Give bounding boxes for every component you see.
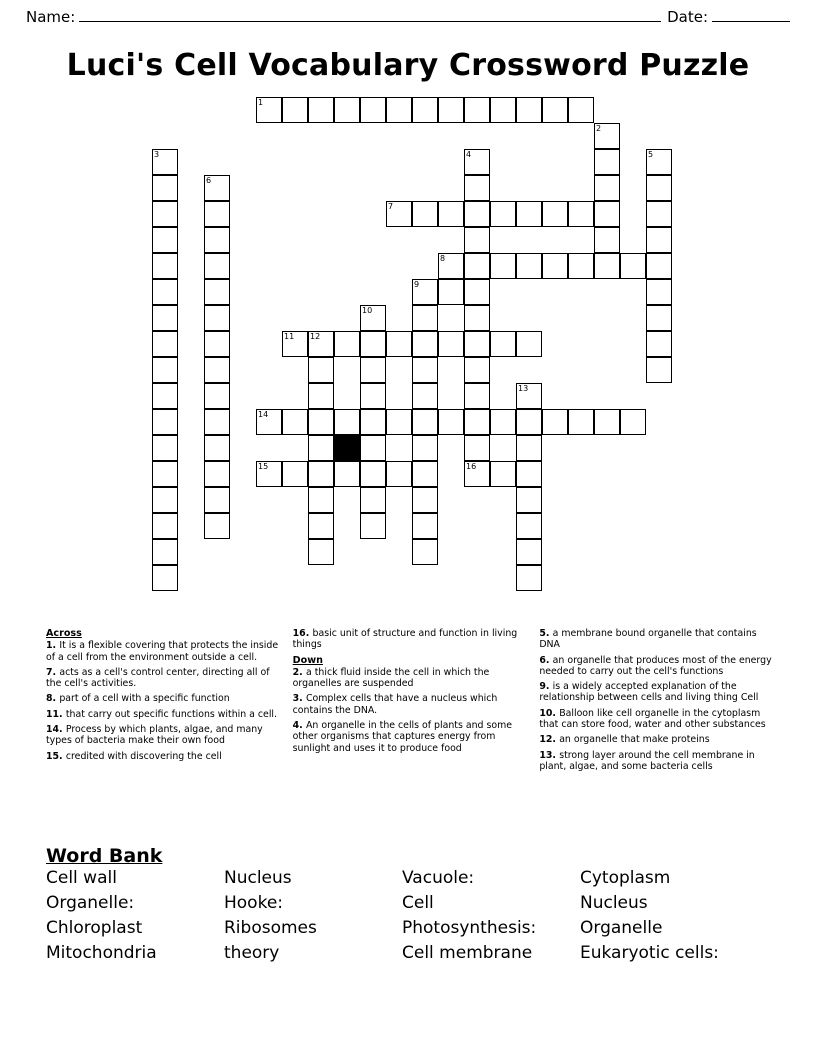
grid-cell-number: 8 bbox=[440, 254, 446, 263]
grid-cell[interactable] bbox=[204, 435, 230, 461]
down-clue bbox=[293, 693, 526, 716]
grid-cell[interactable] bbox=[594, 409, 620, 435]
word-bank-item: theory bbox=[224, 943, 280, 963]
grid-cell[interactable] bbox=[542, 201, 568, 227]
word-bank-item: Organelle: bbox=[46, 893, 135, 913]
grid-cell[interactable] bbox=[256, 409, 282, 435]
across-heading: Across bbox=[46, 628, 82, 639]
grid-cell-number: 2 bbox=[596, 124, 602, 133]
clue-number: 1. bbox=[46, 640, 60, 652]
grid-cell-number: 4 bbox=[466, 150, 472, 159]
word-bank-item: Cell bbox=[402, 893, 434, 913]
grid-cell[interactable] bbox=[360, 383, 386, 409]
grid-cell[interactable] bbox=[334, 331, 360, 357]
grid-cell[interactable] bbox=[152, 175, 178, 201]
grid-cell[interactable] bbox=[646, 175, 672, 201]
grid-cell[interactable] bbox=[438, 331, 464, 357]
across-clue bbox=[46, 640, 279, 663]
grid-cell[interactable] bbox=[204, 253, 230, 279]
grid-cell[interactable] bbox=[516, 253, 542, 279]
grid-cell[interactable] bbox=[308, 357, 334, 383]
grid-cell-number: 3 bbox=[154, 150, 160, 159]
grid-cell[interactable] bbox=[152, 461, 178, 487]
clue-number: 3. bbox=[292, 693, 307, 705]
grid-cell[interactable] bbox=[646, 331, 672, 357]
grid-cell[interactable] bbox=[594, 201, 620, 227]
grid-cell[interactable] bbox=[412, 487, 438, 513]
grid-cell[interactable] bbox=[152, 435, 178, 461]
grid-cell[interactable] bbox=[204, 461, 230, 487]
grid-cell-number: 5 bbox=[648, 150, 654, 159]
grid-cell[interactable] bbox=[542, 97, 568, 123]
grid-cell-number: 7 bbox=[388, 202, 394, 211]
word-bank-item: Nucleus bbox=[580, 893, 648, 913]
grid-cell[interactable] bbox=[412, 383, 438, 409]
grid-cell[interactable] bbox=[464, 279, 490, 305]
word-bank-item: Cytoplasm bbox=[580, 868, 671, 888]
word-bank-item: Photosynthesis: bbox=[402, 918, 537, 938]
grid-cell[interactable] bbox=[152, 513, 178, 539]
word-bank-list bbox=[46, 868, 772, 963]
grid-cell[interactable] bbox=[490, 253, 516, 279]
clue-number: 13. bbox=[539, 749, 560, 761]
grid-cell[interactable] bbox=[412, 305, 438, 331]
grid-cell[interactable] bbox=[646, 357, 672, 383]
down-clue bbox=[293, 720, 526, 754]
grid-cell[interactable] bbox=[204, 487, 230, 513]
grid-cell[interactable] bbox=[282, 97, 308, 123]
grid-cell[interactable] bbox=[516, 201, 542, 227]
grid-cell-number: 11 bbox=[284, 332, 295, 341]
clue-text: part of a cell with a specific function bbox=[59, 693, 230, 705]
grid-cell[interactable] bbox=[152, 201, 178, 227]
grid-cell[interactable] bbox=[464, 305, 490, 331]
across-clue bbox=[46, 724, 279, 747]
name-date-row bbox=[0, 0, 816, 26]
grid-cell-number: 10 bbox=[362, 306, 373, 315]
grid-cell[interactable] bbox=[360, 461, 386, 487]
grid-cell-number: 14 bbox=[258, 410, 269, 419]
clue-number: 6. bbox=[539, 654, 553, 666]
grid-cell[interactable] bbox=[360, 305, 386, 331]
grid-cell[interactable] bbox=[464, 331, 490, 357]
clue-number: 11. bbox=[46, 708, 66, 720]
grid-cell[interactable] bbox=[360, 409, 386, 435]
grid-cell[interactable] bbox=[360, 435, 386, 461]
grid-cell[interactable] bbox=[438, 97, 464, 123]
word-bank-item: Eukaryotic cells: bbox=[580, 943, 719, 963]
grid-cell[interactable] bbox=[360, 331, 386, 357]
grid-cell[interactable] bbox=[204, 357, 230, 383]
word-bank-item: Cell wall bbox=[46, 868, 117, 888]
grid-cell[interactable] bbox=[412, 539, 438, 565]
grid-cell[interactable] bbox=[308, 383, 334, 409]
clue-text: a thick fluid inside the cell in which the organelles are suspended bbox=[292, 666, 490, 690]
grid-cell[interactable] bbox=[594, 175, 620, 201]
grid-cell[interactable] bbox=[594, 149, 620, 175]
down-clue bbox=[539, 734, 772, 745]
grid-cell[interactable] bbox=[152, 383, 178, 409]
grid-cell[interactable] bbox=[620, 253, 646, 279]
grid-cell[interactable] bbox=[516, 513, 542, 539]
word-bank-item: Organelle bbox=[580, 918, 663, 938]
grid-cell[interactable] bbox=[464, 175, 490, 201]
grid-cell[interactable] bbox=[516, 461, 542, 487]
grid-cell[interactable] bbox=[594, 253, 620, 279]
grid-cell[interactable] bbox=[386, 409, 412, 435]
grid-cell[interactable] bbox=[152, 539, 178, 565]
grid-cell[interactable] bbox=[594, 227, 620, 253]
grid-cell[interactable] bbox=[152, 279, 178, 305]
grid-cell[interactable] bbox=[308, 409, 334, 435]
grid-cell[interactable] bbox=[256, 461, 282, 487]
down-clue bbox=[539, 708, 772, 731]
grid-cell[interactable] bbox=[256, 97, 282, 123]
grid-cell-number: 9 bbox=[414, 280, 420, 289]
crossword-grid[interactable] bbox=[0, 97, 816, 597]
grid-cell[interactable] bbox=[490, 461, 516, 487]
word-bank-item: Nucleus bbox=[224, 868, 292, 888]
grid-cell[interactable] bbox=[334, 97, 360, 123]
grid-cell-number: 12 bbox=[310, 332, 321, 341]
clue-text: an organelle that produces most of the energy needed to carry out the cell's functions bbox=[539, 654, 772, 677]
grid-cell[interactable] bbox=[308, 539, 334, 565]
clue-text: Balloon like cell organelle in the cytoplasm that can store food, water and other substances bbox=[539, 707, 766, 731]
clue-text: an organelle that make proteins bbox=[559, 734, 710, 746]
grid-cell[interactable] bbox=[308, 435, 334, 461]
grid-cell[interactable] bbox=[516, 435, 542, 461]
grid-cell[interactable] bbox=[646, 305, 672, 331]
grid-cell[interactable] bbox=[490, 201, 516, 227]
grid-cell[interactable] bbox=[204, 201, 230, 227]
grid-cell-number: 16 bbox=[466, 462, 477, 471]
clue-text: a membrane bound organelle that contains DNA bbox=[539, 628, 757, 651]
grid-cell[interactable] bbox=[412, 435, 438, 461]
grid-cell[interactable] bbox=[516, 409, 542, 435]
grid-cell[interactable] bbox=[360, 97, 386, 123]
grid-cell[interactable] bbox=[464, 201, 490, 227]
page-title: Luci's Cell Vocabulary Crossword Puzzle bbox=[66, 48, 750, 83]
grid-cell[interactable] bbox=[594, 123, 620, 149]
crossword-grid-container bbox=[0, 97, 816, 597]
grid-cell[interactable] bbox=[516, 97, 542, 123]
down-heading: Down bbox=[292, 654, 323, 666]
grid-cell[interactable] bbox=[568, 201, 594, 227]
clue-text: It is a flexible covering that protects the inside of a cell from the environment outside a cell. bbox=[46, 640, 279, 663]
grid-cell[interactable] bbox=[412, 279, 438, 305]
word-bank-item: Mitochondria bbox=[46, 943, 157, 963]
grid-cell[interactable] bbox=[490, 331, 516, 357]
clue-number: 4. bbox=[292, 720, 307, 732]
grid-cell[interactable] bbox=[204, 409, 230, 435]
word-bank-item: Hooke: bbox=[224, 893, 284, 913]
grid-cell[interactable] bbox=[152, 227, 178, 253]
word-bank-item: Vacuole: bbox=[402, 868, 475, 888]
grid-cell[interactable] bbox=[464, 357, 490, 383]
clue-text: Process by which plants, algae, and many types of bacteria make their own food bbox=[46, 724, 263, 747]
grid-cell[interactable] bbox=[152, 253, 178, 279]
grid-cell[interactable] bbox=[152, 487, 178, 513]
clue-text: An organelle in the cells of plants and some other organisms that captures energy from sunlight and uses it to produce food bbox=[292, 720, 512, 754]
clue-text: is a widely accepted explanation of the relationship between cells and living thing Cell bbox=[539, 681, 759, 704]
clue-text: credited with discovering the cell bbox=[65, 750, 222, 762]
word-bank-item: Chloroplast bbox=[46, 918, 143, 938]
grid-cell[interactable] bbox=[308, 97, 334, 123]
grid-cell[interactable] bbox=[308, 461, 334, 487]
grid-cell[interactable] bbox=[646, 149, 672, 175]
grid-cell[interactable] bbox=[516, 383, 542, 409]
grid-cell[interactable] bbox=[308, 487, 334, 513]
grid-cell[interactable] bbox=[568, 253, 594, 279]
grid-cell[interactable] bbox=[204, 383, 230, 409]
grid-cell[interactable] bbox=[204, 279, 230, 305]
down-clue bbox=[539, 655, 772, 678]
grid-cell[interactable] bbox=[568, 409, 594, 435]
grid-cell[interactable] bbox=[204, 305, 230, 331]
grid-cell[interactable] bbox=[412, 513, 438, 539]
word-bank-title: Word Bank bbox=[46, 845, 163, 867]
clue-number: 10. bbox=[539, 707, 560, 719]
clue-text: acts as a cell's control center, directing all of the cell's activities. bbox=[46, 666, 270, 690]
grid-cell[interactable] bbox=[516, 331, 542, 357]
grid-cell[interactable] bbox=[308, 513, 334, 539]
across-clue bbox=[46, 751, 279, 762]
grid-cell[interactable] bbox=[152, 409, 178, 435]
clue-number: 14. bbox=[46, 724, 66, 736]
grid-cell[interactable] bbox=[516, 539, 542, 565]
clue-text: that carry out specific functions within a cell. bbox=[65, 708, 278, 720]
grid-cell[interactable] bbox=[412, 409, 438, 435]
grid-cell[interactable] bbox=[334, 461, 360, 487]
grid-cell[interactable] bbox=[646, 279, 672, 305]
grid-cell[interactable] bbox=[152, 305, 178, 331]
grid-cell[interactable] bbox=[282, 331, 308, 357]
grid-cell[interactable] bbox=[542, 253, 568, 279]
grid-cell[interactable] bbox=[360, 357, 386, 383]
grid-cell[interactable] bbox=[412, 357, 438, 383]
grid-cell[interactable] bbox=[490, 409, 516, 435]
grid-cell[interactable] bbox=[516, 487, 542, 513]
date-label: Date: bbox=[667, 8, 708, 26]
clues-section bbox=[46, 628, 772, 772]
grid-cell-number: 15 bbox=[258, 462, 269, 471]
clue-number: 15. bbox=[46, 750, 66, 762]
grid-cell[interactable] bbox=[464, 149, 490, 175]
grid-cell[interactable] bbox=[412, 201, 438, 227]
clue-text: strong layer around the cell membrane in plant, algae, and some bacteria cells bbox=[539, 749, 755, 772]
down-clue bbox=[539, 628, 772, 651]
grid-cell[interactable] bbox=[464, 435, 490, 461]
down-clue bbox=[293, 667, 526, 690]
grid-cell[interactable] bbox=[490, 97, 516, 123]
date-input-line[interactable] bbox=[712, 9, 790, 22]
grid-cell[interactable] bbox=[386, 201, 412, 227]
grid-cell[interactable] bbox=[386, 97, 412, 123]
across-clue bbox=[293, 628, 526, 651]
name-label: Name: bbox=[26, 8, 76, 26]
grid-cell[interactable] bbox=[620, 409, 646, 435]
grid-cell[interactable] bbox=[282, 461, 308, 487]
name-input-line[interactable] bbox=[79, 9, 661, 22]
down-clue bbox=[539, 750, 772, 773]
clue-number: 9. bbox=[539, 681, 553, 693]
grid-cell-blocked bbox=[334, 435, 360, 461]
across-clue bbox=[46, 667, 279, 690]
grid-cell[interactable] bbox=[438, 201, 464, 227]
grid-cell[interactable] bbox=[464, 253, 490, 279]
clue-number: 16. bbox=[292, 628, 313, 639]
clue-number: 7. bbox=[46, 666, 60, 678]
grid-cell[interactable] bbox=[204, 227, 230, 253]
grid-cell[interactable] bbox=[334, 409, 360, 435]
grid-cell[interactable] bbox=[204, 513, 230, 539]
grid-cell[interactable] bbox=[464, 227, 490, 253]
across-clue bbox=[46, 693, 279, 704]
grid-cell[interactable] bbox=[464, 409, 490, 435]
grid-cell[interactable] bbox=[438, 279, 464, 305]
grid-cell[interactable] bbox=[152, 357, 178, 383]
grid-cell[interactable] bbox=[412, 97, 438, 123]
clue-number: 2. bbox=[292, 666, 307, 678]
grid-cell[interactable] bbox=[464, 97, 490, 123]
clue-text: Complex cells that have a nucleus which contains the DNA. bbox=[292, 693, 498, 716]
down-clue bbox=[539, 681, 772, 704]
grid-cell[interactable] bbox=[308, 331, 334, 357]
grid-cell[interactable] bbox=[152, 149, 178, 175]
grid-cell[interactable] bbox=[386, 461, 412, 487]
grid-cell-number: 1 bbox=[258, 98, 264, 107]
word-bank-item: Cell membrane bbox=[402, 943, 533, 963]
grid-cell[interactable] bbox=[386, 331, 412, 357]
grid-cell[interactable] bbox=[516, 565, 542, 591]
grid-cell-number: 6 bbox=[206, 176, 212, 185]
grid-cell[interactable] bbox=[646, 253, 672, 279]
grid-cell[interactable] bbox=[360, 513, 386, 539]
grid-cell[interactable] bbox=[412, 461, 438, 487]
grid-cell[interactable] bbox=[542, 409, 568, 435]
grid-cell[interactable] bbox=[568, 97, 594, 123]
grid-cell[interactable] bbox=[204, 331, 230, 357]
grid-cell[interactable] bbox=[646, 201, 672, 227]
grid-cell[interactable] bbox=[646, 227, 672, 253]
clue-number: 8. bbox=[46, 693, 60, 705]
clue-text: basic unit of structure and function in living things bbox=[292, 628, 518, 651]
clue-number: 12. bbox=[539, 734, 560, 746]
grid-cell[interactable] bbox=[282, 409, 308, 435]
grid-cell[interactable] bbox=[152, 565, 178, 591]
word-bank-item: Ribosomes bbox=[224, 918, 317, 938]
grid-cell[interactable] bbox=[438, 253, 464, 279]
grid-cell[interactable] bbox=[438, 409, 464, 435]
grid-cell[interactable] bbox=[464, 383, 490, 409]
grid-cell[interactable] bbox=[204, 175, 230, 201]
clue-number: 5. bbox=[539, 628, 553, 639]
grid-cell-number: 13 bbox=[518, 384, 529, 393]
grid-cell[interactable] bbox=[412, 331, 438, 357]
grid-cell[interactable] bbox=[360, 487, 386, 513]
grid-cell[interactable] bbox=[464, 461, 490, 487]
grid-cell[interactable] bbox=[152, 331, 178, 357]
across-clue bbox=[46, 709, 279, 720]
